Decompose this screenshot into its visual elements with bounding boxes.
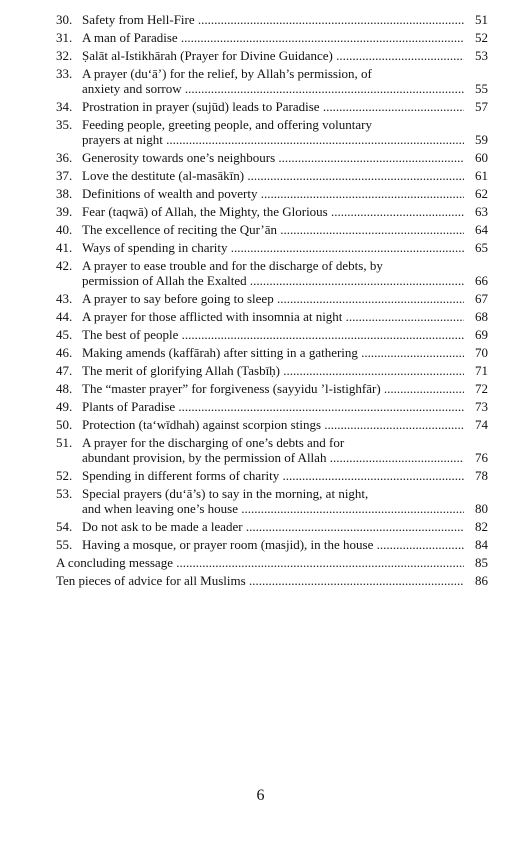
entry-page-number: 52	[475, 30, 488, 45]
entry-number: 48.	[56, 381, 73, 396]
entry-title-line: and when leaving one’s house .....	[82, 501, 464, 516]
entry-page-number: 71	[475, 363, 488, 378]
entry-number: 43.	[56, 291, 73, 306]
entry-page-number: 68	[475, 309, 488, 324]
entry-page-number: 69	[475, 327, 488, 342]
entry-page-number: 53	[475, 48, 488, 63]
entry-title-line: Ṣalāt al-Istikhārah (Prayer for Divine Guidance) .....	[82, 48, 464, 63]
entry-title-line: The best of people .....	[82, 327, 464, 342]
entry-title-line: Plants of Paradise .....	[82, 399, 464, 414]
entry-title-line: Ten pieces of advice for all Muslims .....	[56, 573, 464, 588]
entry-title-line: A prayer to ease trouble and for the discharge of debts, by	[82, 258, 383, 273]
entry-title-line: The merit of glorifying Allah (Tasbīḥ) .....	[82, 363, 464, 378]
entry-page-number: 82	[475, 519, 488, 534]
entry-title-line: Special prayers (du‘ā’s) to say in the morning, at night,	[82, 486, 369, 501]
entry-number: 31.	[56, 30, 73, 45]
entry-title-line: Prostration in prayer (sujūd) leads to Paradise .....	[82, 99, 464, 114]
entry-title-line: anxiety and sorrow .....	[82, 81, 464, 96]
entry-number: 52.	[56, 468, 73, 483]
entry-number: 35.	[56, 117, 73, 132]
entry-title-line: Feeding people, greeting people, and offering voluntary	[82, 117, 373, 132]
entry-title-line: The excellence of reciting the Qur’ān .....	[82, 222, 464, 237]
entry-number: 44.	[56, 309, 73, 324]
entry-title-line: Safety from Hell-Fire .....	[82, 12, 464, 27]
entry-title-line: The “master prayer” for forgiveness (sayyidu ’l-istighfār) .....	[82, 381, 464, 396]
entry-title-line: A prayer to say before going to sleep .....	[82, 291, 464, 306]
entry-title-line: Spending in different forms of charity .....	[82, 468, 464, 483]
entry-number: 42.	[56, 258, 73, 273]
entry-page-number: 73	[475, 399, 488, 414]
entry-title-line: Generosity towards one’s neighbours .....	[82, 150, 464, 165]
entry-page-number: 74	[475, 417, 488, 432]
entry-number: 53.	[56, 486, 73, 501]
entry-number: 36.	[56, 150, 73, 165]
entry-number: 55.	[56, 537, 73, 552]
entry-page-number: 62	[475, 186, 488, 201]
entry-page-number: 78	[475, 468, 488, 483]
entry-page-number: 80	[475, 501, 488, 516]
entry-page-number: 63	[475, 204, 488, 219]
entry-number: 39.	[56, 204, 73, 219]
entry-page-number: 66	[475, 273, 488, 288]
entry-number: 37.	[56, 168, 73, 183]
entry-title-line: abundant provision, by the permission of Allah .....	[82, 450, 464, 465]
entry-number: 34.	[56, 99, 73, 114]
entry-page-number: 85	[475, 555, 488, 570]
entry-title-line: Love the destitute (al-masākīn) .....	[82, 168, 464, 183]
entry-number: 32.	[56, 48, 73, 63]
entry-number: 45.	[56, 327, 73, 342]
entry-title-line: A prayer for those afflicted with insomnia at night .....	[82, 309, 464, 324]
entry-title-line: Making amends (kaffārah) after sitting in a gathering .....	[82, 345, 464, 360]
entry-title-line: A concluding message .....	[56, 555, 464, 570]
entry-title-line: Definitions of wealth and poverty .....	[82, 186, 464, 201]
entry-page-number: 59	[475, 132, 488, 147]
entry-number: 30.	[56, 12, 73, 27]
entry-number: 50.	[56, 417, 73, 432]
entry-page-number: 57	[475, 99, 488, 114]
entry-number: 51.	[56, 435, 73, 450]
entry-page-number: 70	[475, 345, 488, 360]
entry-number: 47.	[56, 363, 73, 378]
entry-page-number: 86	[475, 573, 488, 588]
entry-title-line: A prayer for the discharging of one’s debts and for	[82, 435, 345, 450]
entry-page-number: 64	[475, 222, 488, 237]
entry-title-line: Protection (ta‘wīdhah) against scorpion stings .....	[82, 417, 464, 432]
entry-page-number: 61	[475, 168, 488, 183]
entry-title-line: Ways of spending in charity .....	[82, 240, 464, 255]
entry-page-number: 65	[475, 240, 488, 255]
entry-page-number: 60	[475, 150, 488, 165]
entry-number: 49.	[56, 399, 73, 414]
entry-title-line: A prayer (du‘ā’) for the relief, by Allah’s permission, of	[82, 66, 372, 81]
entry-title-line: A man of Paradise .....	[82, 30, 464, 45]
entry-number: 41.	[56, 240, 73, 255]
entry-page-number: 51	[475, 12, 488, 27]
entry-title-line: Fear (taqwā) of Allah, the Mighty, the Glorious .....	[82, 204, 464, 219]
entry-number: 54.	[56, 519, 73, 534]
entry-title-line: Do not ask to be made a leader .....	[82, 519, 464, 534]
entry-number: 46.	[56, 345, 73, 360]
page-number: 6	[256, 787, 265, 804]
entry-title-line: prayers at night .....	[82, 132, 464, 147]
entry-title-line: permission of Allah the Exalted .....	[82, 273, 464, 288]
entry-page-number: 67	[475, 291, 488, 306]
entry-page-number: 55	[475, 81, 488, 96]
entry-page-number: 72	[475, 381, 488, 396]
entry-number: 38.	[56, 186, 73, 201]
entry-page-number: 84	[475, 537, 488, 552]
entry-number: 33.	[56, 66, 73, 81]
entry-page-number: 76	[475, 450, 488, 465]
entry-title-line: Having a mosque, or prayer room (masjid), in the house .....	[82, 537, 464, 552]
entry-number: 40.	[56, 222, 73, 237]
